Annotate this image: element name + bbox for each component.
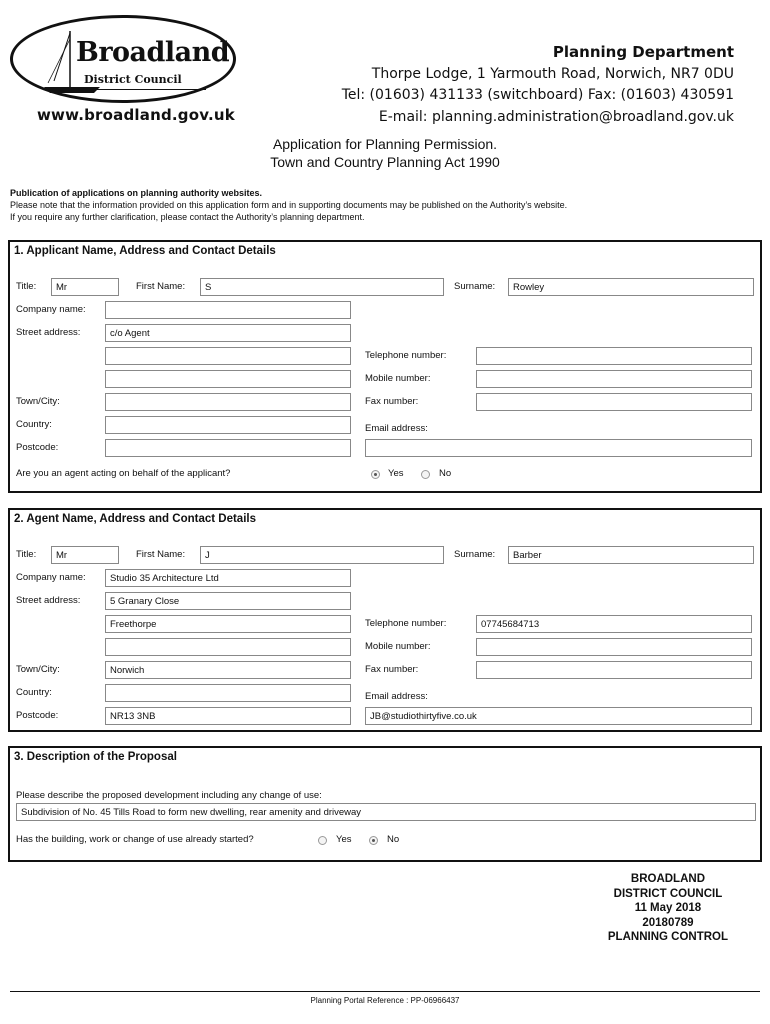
agent-yes-radio[interactable] — [371, 470, 380, 479]
applicant-street1-field[interactable]: c/o Agent — [105, 324, 351, 342]
publication-notice — [10, 187, 567, 223]
section-heading: 2. Agent Name, Address and Contact Details — [14, 513, 256, 525]
agent-section — [8, 508, 762, 732]
proposal-description-field[interactable]: Subdivision of No. 45 Tills Road to form new dwelling, rear amenity and driveway — [16, 803, 756, 821]
department-phone: Tel: (01603) 431133 (switchboard) Fax: (01603) 430591 — [341, 87, 734, 103]
applicant-street3-field[interactable] — [105, 370, 351, 388]
started-yes-radio[interactable] — [318, 836, 327, 845]
agent-street1-field[interactable]: 5 Granary Close — [105, 592, 351, 610]
agent-title-field[interactable]: Mr — [51, 546, 119, 564]
email-label: Email address: — [365, 423, 428, 434]
department-contact — [342, 42, 734, 128]
country-label: Country: — [16, 419, 52, 430]
title-label: Title: — [16, 549, 37, 560]
publication-heading: Publication of applications on planning authority websites. — [10, 188, 263, 198]
telephone-label: Telephone number: — [365, 618, 447, 629]
applicant-company-field[interactable] — [105, 301, 351, 319]
no-label: No — [439, 468, 452, 479]
stamp-line5: PLANNING CONTROL — [607, 931, 728, 943]
mobile-label: Mobile number: — [365, 373, 431, 384]
applicant-postcode-field[interactable] — [105, 439, 351, 457]
department-address: Thorpe Lodge, 1 Yarmouth Road, Norwich, NR7 0DU — [371, 65, 734, 82]
agent-surname-field[interactable]: Barber — [508, 546, 754, 564]
agent-no-radio[interactable] — [421, 470, 430, 479]
email-label: Email address: — [365, 691, 428, 702]
applicant-surname-field[interactable]: Rowley — [508, 278, 754, 296]
street-label: Street address: — [16, 595, 81, 606]
yes-label: Yes — [336, 834, 352, 845]
agent-company-field[interactable]: Studio 35 Architecture Ltd — [105, 569, 351, 587]
applicant-first-name-field[interactable]: S — [200, 278, 444, 296]
agent-town-field[interactable]: Norwich — [105, 661, 351, 679]
stamp-date: 11 May 2018 — [634, 902, 702, 914]
footer-reference: Planning Portal Reference : PP-06966437 — [310, 996, 460, 1005]
town-label: Town/City: — [16, 664, 60, 675]
first-name-label: First Name: — [136, 549, 186, 560]
applicant-telephone-field[interactable] — [476, 347, 752, 365]
form-title-line1: Application for Planning Permission. — [272, 136, 498, 152]
street-label: Street address: — [16, 327, 81, 338]
logo-name: Broadland — [76, 37, 230, 68]
first-name-label: First Name: — [136, 281, 186, 292]
logo-divider — [46, 89, 206, 90]
started-question: Has the building, work or change of use already started? — [16, 834, 254, 845]
applicant-country-field[interactable] — [105, 416, 351, 434]
fax-label: Fax number: — [365, 664, 419, 675]
country-label: Country: — [16, 687, 52, 698]
council-logo — [10, 15, 240, 107]
website-link[interactable]: www.broadland.gov.uk — [37, 106, 235, 124]
surname-label: Surname: — [454, 549, 496, 560]
section-heading: 3. Description of the Proposal — [14, 751, 177, 763]
title-label: Title: — [16, 281, 37, 292]
company-label: Company name: — [16, 572, 86, 583]
yes-label: Yes — [388, 468, 404, 479]
applicant-fax-field[interactable] — [476, 393, 752, 411]
applicant-email-field[interactable] — [365, 439, 752, 457]
publication-line1: Please note that the information provided on this application form and in supporting documents may be published on the Authority’s website. — [10, 200, 568, 210]
fax-label: Fax number: — [365, 396, 419, 407]
applicant-mobile-field[interactable] — [476, 370, 752, 388]
proposal-section — [8, 746, 762, 862]
agent-email-field[interactable]: JB@studiothirtyfive.co.uk — [365, 707, 752, 725]
section-heading: 1. Applicant Name, Address and Contact Details — [14, 245, 276, 257]
publication-line2: If you require any further clarification, please contact the Authority’s planning department. — [10, 212, 365, 222]
company-label: Company name: — [16, 304, 86, 315]
agent-telephone-field[interactable]: 07745684713 — [476, 615, 752, 633]
agent-fax-field[interactable] — [476, 661, 752, 679]
stamp-line1: BROADLAND — [630, 873, 705, 885]
applicant-town-field[interactable] — [105, 393, 351, 411]
agent-street3-field[interactable] — [105, 638, 351, 656]
logo-subtitle: District Council — [84, 73, 182, 86]
department-name: Planning Department — [552, 43, 734, 61]
telephone-label: Telephone number: — [365, 350, 447, 361]
agent-mobile-field[interactable] — [476, 638, 752, 656]
applicant-section — [8, 240, 762, 493]
agent-first-name-field[interactable]: J — [200, 546, 444, 564]
proposal-question: Please describe the proposed development including any change of use: — [16, 790, 322, 801]
agent-question: Are you an agent acting on behalf of the applicant? — [16, 468, 231, 479]
town-label: Town/City: — [16, 396, 60, 407]
department-email: E-mail: planning.administration@broadland.gov.uk — [378, 108, 734, 125]
stamp-reference: 20180789 — [642, 916, 694, 929]
started-no-radio[interactable] — [369, 836, 378, 845]
postcode-label: Postcode: — [16, 710, 59, 721]
agent-postcode-field[interactable]: NR13 3NB — [105, 707, 351, 725]
applicant-street2-field[interactable] — [105, 347, 351, 365]
form-title-line2: Town and Country Planning Act 1990 — [270, 154, 500, 170]
form-title — [0, 135, 770, 171]
surname-label: Surname: — [454, 281, 496, 292]
footer-divider — [10, 991, 760, 992]
postcode-label: Postcode: — [16, 442, 59, 453]
no-label: No — [387, 834, 400, 845]
agent-street2-field[interactable]: Freethorpe — [105, 615, 351, 633]
agent-country-field[interactable] — [105, 684, 351, 702]
stamp-line2: DISTRICT COUNCIL — [613, 887, 723, 900]
received-stamp — [608, 872, 728, 945]
mobile-label: Mobile number: — [365, 641, 431, 652]
applicant-title-field[interactable]: Mr — [51, 278, 119, 296]
